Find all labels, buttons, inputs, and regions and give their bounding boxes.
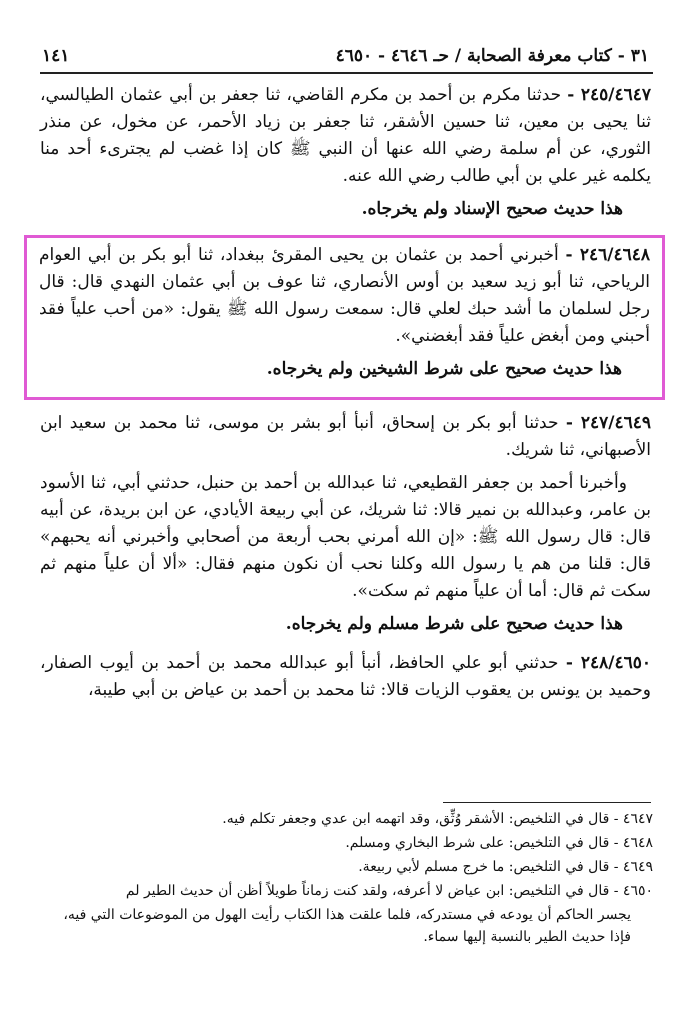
hadith-paragraph xyxy=(40,650,651,704)
hadith-4650 xyxy=(40,650,651,704)
hadith-verdict: هذا حديث صحيح على شرط الشيخين ولم يخرجاه. xyxy=(266,359,622,379)
footnote-4649: ٤٦٤٩ - قال في التلخيص: ما خرج مسلم لأبي ربيعة. xyxy=(358,859,653,875)
running-title: ٣١ - كتاب معرفة الصحابة / حـ ٤٦٤٦ - ٤٦٥٠ xyxy=(335,46,649,66)
footnote-4650-continuation: يجسر الحاكم أن يودعه في مستدركه، فلما علقت هذا الكتاب رأيت الهول من الموضوعات التي فيه، فإذا حديث الطير بالنسبة إليها سماء. xyxy=(63,907,631,945)
footnote-4648: ٤٦٤٨ - قال في التلخيص: على شرط البخاري ومسلم. xyxy=(345,835,653,851)
header-rule xyxy=(40,72,653,74)
main-text xyxy=(40,82,651,710)
hadith-text: حدثنا مكرم بن أحمد بن مكرم القاضي، ثنا جعفر بن أبي عثمان الطيالسي، ثنا يحيى بن معين، ثنا حسين الأشقر، ثنا جعفر بن زياد الأحمر، عن مخول، عن منذر الثوري، عن أم سلمة رضي الله عنها أن النبي ﷺ كان إذا غضب لم يجترىء أحد منا يكلمه غير علي بن أبي طالب رضي الله عنه. xyxy=(40,85,651,186)
hadith-number: ٢٤٥/٤٦٤٧ - xyxy=(567,85,651,105)
hadith-paragraph xyxy=(40,82,651,190)
hadith-verdict: هذا حديث صحيح الإسناد ولم يخرجاه. xyxy=(361,199,623,219)
hadith-4647 xyxy=(40,82,651,223)
hadith-text: حدثنا أبو بكر بن إسحاق، أنبأ أبو بشر بن موسى، ثنا محمد بن سعيد ابن الأصبهاني، ثنا شريك. xyxy=(40,413,651,460)
hadith-4649 xyxy=(40,410,651,638)
footnote-4647: ٤٦٤٧ - قال في التلخيص: الأشقر وُثِّق، وقد اتهمه ابن عدي وجعفر تكلم فيه. xyxy=(222,811,653,827)
hadith-paragraph xyxy=(40,410,651,464)
hadith-number: ٢٤٧/٤٦٤٩ - xyxy=(565,413,651,433)
page-number: ١٤١ xyxy=(42,46,70,66)
highlighted-hadith-4648 xyxy=(24,235,665,400)
hadith-second-chain: وأخبرنا أحمد بن جعفر القطيعي، ثنا عبدالله بن أحمد بن حنبل، حدثني أبي، ثنا الأسود بن عامر، وعبدالله بن نمير قالا: ثنا شريك، عن أبي ربيعة الأيادي، عن ابن بريدة، عن أبيه قال: قال رسول الله ﷺ: «إن الله أمرني بحب أربعة من أصحابي وأخبرني أنه يحبهم» قال: قلنا من هم يا رسول الله وكلنا نحب أن نكون منهم فقال: «ألا أن علياً منهم ثم سكت ثم قال: أما أن علياً منهم ثم سكت». xyxy=(40,473,651,601)
running-header xyxy=(42,38,649,66)
hadith-paragraph xyxy=(39,242,650,350)
hadith-number: ٢٤٦/٤٦٤٨ - xyxy=(565,245,650,265)
footnotes xyxy=(44,808,653,948)
hadith-text: أخبرني أحمد بن عثمان بن يحيى المقرئ ببغداد، ثنا أبو بكر بن أبي العوام الرياحي، ثنا أبو زيد سعيد بن أوس الأنصاري، ثنا عوف بن أبي عثمان النهدي قال: قال رجل لسلمان ما أشد حبك لعلي قال: سمعت رسول الله ﷺ يقول: «من أحب علياً فقد أحبني ومن أبغض علياً فقد أبغضني». xyxy=(39,245,650,346)
hadith-number: ٢٤٨/٤٦٥٠ - xyxy=(565,653,652,673)
footnote-4650: ٤٦٥٠ - قال في التلخيص: ابن عياض لا أعرفه، ولقد كنت زماناً طويلاً أظن أن حديث الطير لم xyxy=(125,883,653,899)
hadith-text: حدثني أبو علي الحافظ، أنبأ أبو عبدالله محمد بن أحمد بن أيوب الصفار، وحميد بن يونس بن يعقوب الزيات قالا: ثنا محمد بن أحمد بن عياض بن أبي طيبة، xyxy=(40,653,651,700)
footnote-rule xyxy=(443,802,651,803)
hadith-verdict: هذا حديث صحيح على شرط مسلم ولم يخرجاه. xyxy=(285,614,623,634)
